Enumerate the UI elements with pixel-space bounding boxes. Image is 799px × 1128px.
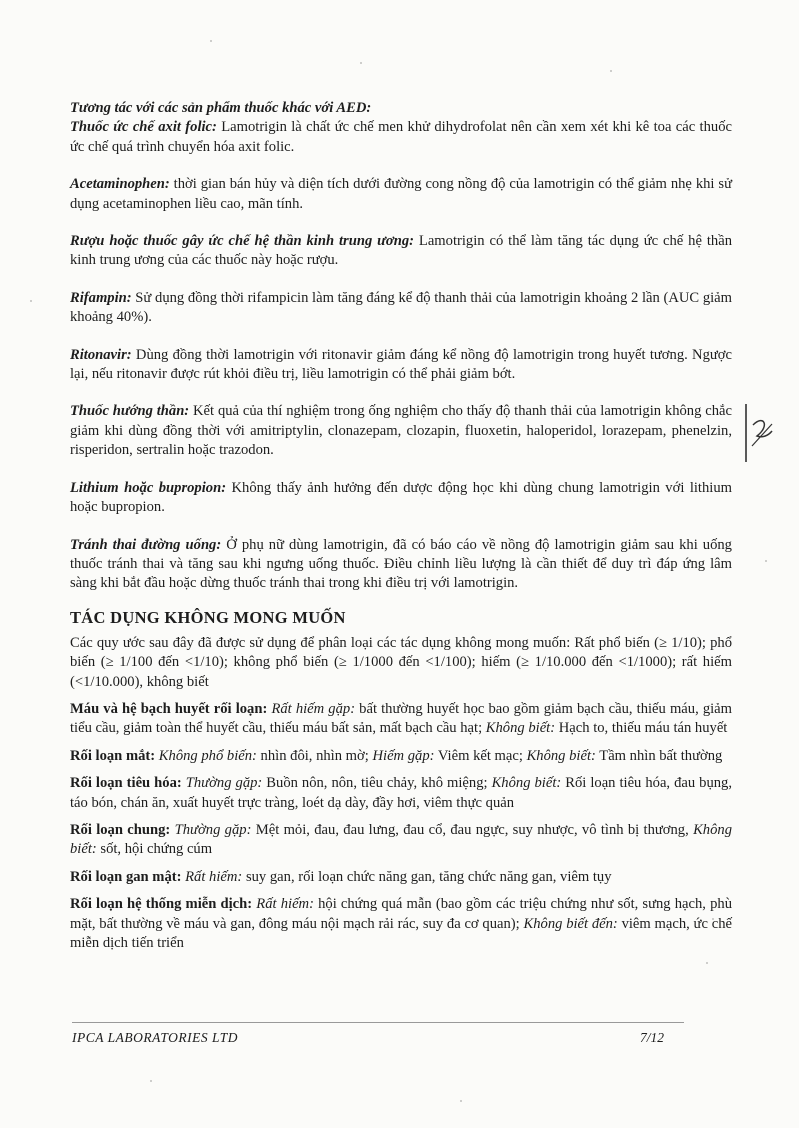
interaction-text: Sử dụng đồng thời rifampicin làm tăng đáng kể độ thanh thải của lamotrigin khoảng 2 lần (AUC giảm khoảng 40%). <box>70 289 732 326</box>
interaction-lead: Thuốc hướng thần: <box>70 403 190 420</box>
interaction-text: Ở phụ nữ dùng lamotrigin, đã có báo cáo về nồng độ lamotrigin giảm sau khi uống thuốc tránh thai và tăng sau khi ngưng uống thuốc. Điều chỉnh liều lượng là cần thiết để duy trì đáp ứng lâm sàng khi bắt đầu hoặc dừng thuốc tránh thai trong khi điều trị với lamotrigin. <box>70 536 732 592</box>
interaction-text: Lamotrigin có thể làm tăng tác dụng ức chế hệ thần kinh trung ương của các thuốc này hoặc rượu. <box>70 233 732 269</box>
adverse-head: Rối loạn mắt: <box>70 747 156 764</box>
interaction-psychotropics <box>70 402 732 460</box>
scan-speck <box>210 40 212 42</box>
adverse-text: suy gan, rối loạn chức năng gan, tăng chức năng gan, viêm tụy <box>242 868 612 885</box>
adverse-text: Tầm nhìn bất thường <box>595 747 723 764</box>
footer-company: IPCA LABORATORIES LTD <box>72 1030 238 1045</box>
adverse-text: Viêm kết mạc; <box>434 747 523 764</box>
adverse-gastrointestinal <box>70 774 732 813</box>
interaction-folic-acid <box>70 118 732 157</box>
adverse-head: Rối loạn chung: <box>70 821 171 838</box>
frequency-label: Không biết đến: <box>523 915 618 932</box>
adverse-blood-lymphatic <box>70 700 732 739</box>
adverse-text: hội chứng quá mẫn (bao gồm các triệu chứng như sốt, sưng hạch, phù mặt, bất thường về máu và gan, đông máu nội mạch rải rác, suy đa cơ quan); <box>70 896 732 932</box>
interaction-lead: Rifampin: <box>70 289 132 306</box>
frequency-label: Không biết: <box>70 821 732 858</box>
interaction-oral-contraceptives <box>70 536 732 594</box>
adverse-eye <box>70 747 732 766</box>
frequency-label: Thường gặp: <box>174 821 252 838</box>
adverse-text: nhìn đôi, nhìn mờ; <box>256 747 369 764</box>
scan-speck <box>610 70 612 72</box>
interaction-text: thời gian bán hủy và diện tích dưới đường cong nồng độ của lamotrigin có thể giảm nhẹ khi sử dụng acetaminophen liều cao, mãn tính. <box>70 176 732 212</box>
frequency-label: Thường gặp: <box>185 775 263 792</box>
interaction-rifampin <box>70 289 732 328</box>
frequency-label: Rất hiếm: <box>256 896 314 913</box>
section-title-adverse-effects: TÁC DỤNG KHÔNG MONG MUỐN <box>70 607 346 627</box>
adverse-effects-intro: Các quy ước sau đây đã được sử dụng để phân loại các tác dụng không mong muốn: Rất phổ biến (≥ 1/10); phổ biến (≥ 1/100 đến <1/10); không phổ biến (≥ 1/1000 đến <1/100); hiếm (≥ 1/10.000 đến <1/1000); rất hiếm (<1/10.000), không biết <box>70 634 732 690</box>
scan-speck <box>150 1080 152 1082</box>
adverse-head: Rối loạn hệ thống miễn dịch: <box>70 896 253 913</box>
page-number: 7/12 <box>640 1030 665 1045</box>
interaction-acetaminophen <box>70 175 732 214</box>
frequency-label: Không phổ biến: <box>158 747 257 764</box>
frequency-label: Rất hiếm gặp: <box>271 700 356 717</box>
adverse-text: sốt, hội chứng cúm <box>96 841 213 858</box>
adverse-text: Mệt mỏi, đau, đau lưng, đau cổ, đau ngực, suy nhược, vô tình bị thương, <box>251 821 689 838</box>
adverse-immune-system <box>70 895 732 953</box>
interaction-text: Lamotrigin là chất ức chế men khử dihydrofolat nên cần xem xét khi kê toa các thuốc ức chế quá trình chuyển hóa axit folic. <box>70 119 732 155</box>
page-content <box>70 99 732 953</box>
adverse-text: Hạch to, thiếu máu tán huyết <box>555 720 728 737</box>
adverse-text: Rối loạn tiêu hóa, đau bụng, táo bón, chán ăn, xuất huyết trực tràng, loét dạ dày, đầy hơi, viêm thực quản <box>70 775 732 811</box>
scan-speck <box>706 962 708 964</box>
interaction-text: Dùng đồng thời lamotrigin với ritonavir giảm đáng kể nồng độ lamotrigin trong huyết tương. Ngược lại, nếu ritonavir được rút khỏi điều trị, liều lamotrigin có thể phải giảm bớt. <box>70 346 732 383</box>
interaction-lead: Ritonavir: <box>70 346 132 363</box>
section-title-interactions: Tương tác với các sản phẩm thuốc khác với AED: <box>70 100 372 116</box>
scan-speck <box>360 62 362 64</box>
adverse-head: Máu và hệ bạch huyết rối loạn: <box>70 700 268 717</box>
adverse-text: bất thường huyết học bao gồm giảm bạch cầu, thiếu máu, giảm tiểu cầu, giảm toàn thể huyết cầu, thiếu máu bất sản, mất bạch cầu hạt; <box>70 700 733 737</box>
interaction-alcohol-cns <box>70 232 732 271</box>
scan-speck <box>712 918 714 920</box>
adverse-text: Buồn nôn, nôn, tiêu chảy, khô miệng; <box>262 775 488 792</box>
interaction-ritonavir <box>70 346 732 385</box>
interaction-lead: Acetaminophen: <box>70 176 170 193</box>
interaction-text: Kết quả của thí nghiệm trong ống nghiệm cho thấy độ thanh thải của lamotrigin không chắc giảm khi dùng đồng thời với amitriptylin, clonazepam, clozapin, fluoxetin, haloperidol, lorazepam, phenelzin, risperidon, sertralin hoặc trazodon. <box>70 403 732 459</box>
footer-rule <box>72 1022 684 1023</box>
interaction-lead: Rượu hoặc thuốc gây ức chế hệ thần kinh trung ương: <box>70 233 414 250</box>
scan-speck <box>460 1100 462 1102</box>
interaction-lead: Tránh thai đường uống: <box>70 536 222 553</box>
adverse-text: viêm mạch, ức chế miễn dịch tiến triển <box>70 915 732 951</box>
interaction-lead: Lithium hoặc bupropion: <box>70 479 227 496</box>
adverse-general <box>70 821 732 860</box>
adverse-head: Rối loạn gan mật: <box>70 868 182 885</box>
scan-speck <box>765 560 767 562</box>
frequency-label: Không biết: <box>485 720 556 737</box>
scan-speck <box>30 300 32 302</box>
frequency-label: Không biết: <box>491 775 562 792</box>
interaction-text: Không thấy ảnh hưởng đến dược động học khi dùng chung lamotrigin với lithium hoặc bupropion. <box>70 479 732 516</box>
adverse-hepatobiliary <box>70 868 732 887</box>
frequency-label: Không biết: <box>526 747 596 764</box>
adverse-head: Rối loạn tiêu hóa: <box>70 775 182 792</box>
interaction-lithium-bupropion <box>70 479 732 518</box>
handwritten-mark-icon <box>738 400 778 470</box>
frequency-label: Hiếm gặp: <box>372 747 435 764</box>
frequency-label: Rất hiếm: <box>185 868 243 885</box>
interaction-lead: Thuốc ức chế axit folic: <box>70 119 217 136</box>
